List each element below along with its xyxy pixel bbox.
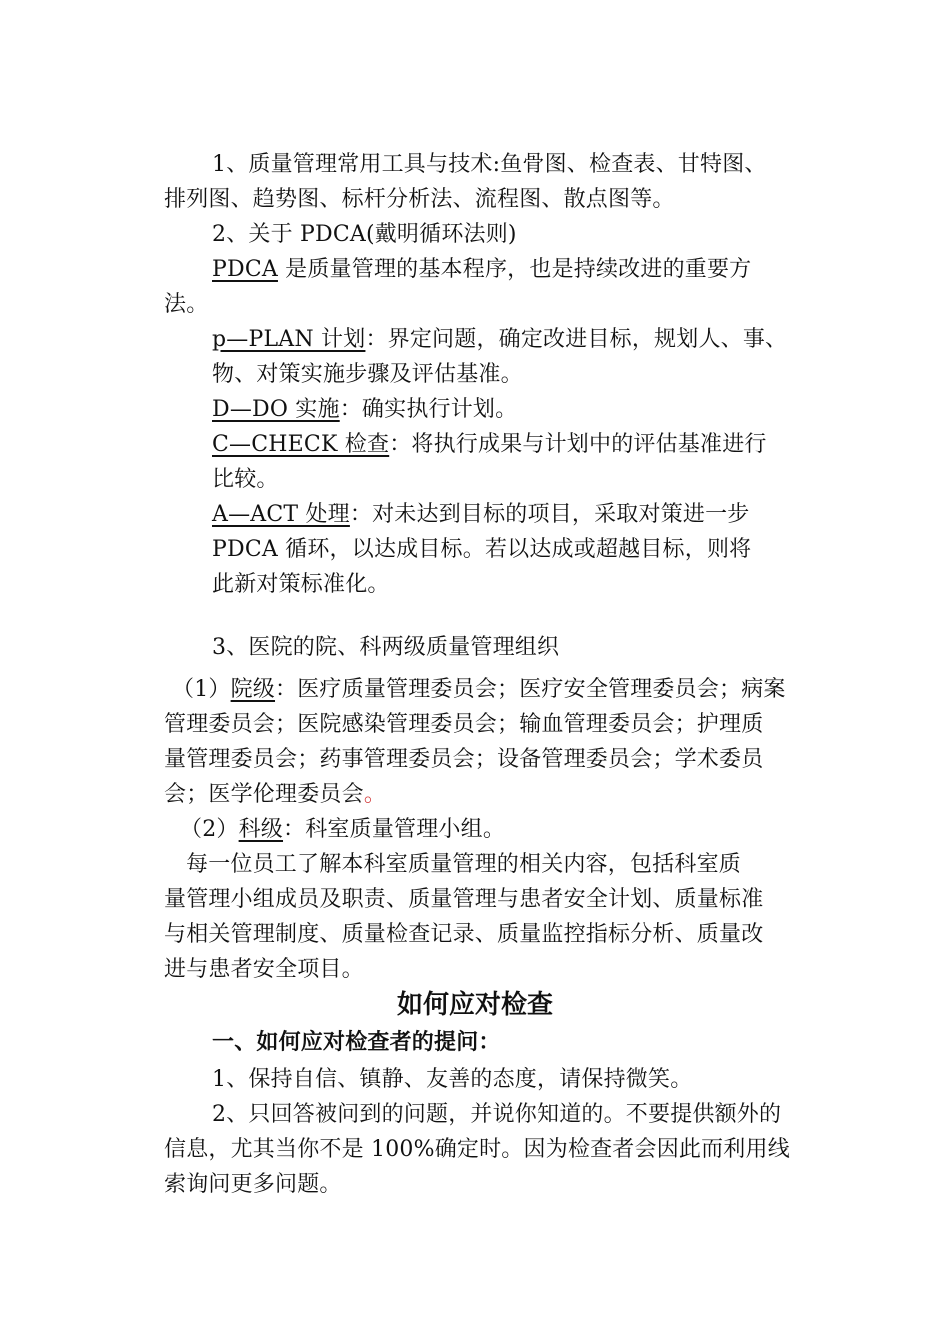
act-text: ：对未达到目标的项目，采取对策进一步: [349, 502, 750, 527]
dept-term: 科级: [238, 817, 284, 842]
pdca-intro-text: 是质量管理的基本程序，也是持续改进的重要方: [277, 257, 752, 282]
hospital-end-mark: 。: [363, 782, 387, 807]
do-term: D—DO 实施: [212, 397, 340, 422]
plan-line-2: 物、对策实施步骤及评估基准。: [212, 362, 523, 387]
dept-text: ：科室质量管理小组。: [283, 817, 506, 842]
pdca-intro-line-2: 法。: [164, 292, 209, 317]
hospital-line-3: 量管理委员会；药事管理委员会；设备管理委员会；学术委员: [164, 747, 764, 772]
act-line-2: PDCA 循环，以达成目标。若以达成或超越目标，则将: [212, 537, 752, 562]
do-text: ：确实执行计划。: [339, 397, 518, 422]
inspection-item-2-line-2: 信息，尤其当你不是 100%确定时。因为检查者会因此而利用线: [164, 1137, 790, 1162]
inspection-item-2-line-3: 索询问更多问题。: [164, 1172, 342, 1197]
act-term: A—ACT 处理: [212, 502, 350, 527]
inspection-item-1: 1、保持自信、镇静、友善的态度，请保持微笑。: [212, 1067, 693, 1092]
hospital-term: 院级: [230, 677, 276, 702]
hospital-line-2: 管理委员会；医院感染管理委员会；输血管理委员会；护理质: [164, 712, 764, 737]
hospital-line-4-text: 会；医学伦理委员会: [164, 782, 364, 807]
inspection-subheading: 一、如何应对检查者的提问：: [212, 1030, 501, 1055]
plan-item: [212, 322, 787, 357]
inspection-title: 如何应对检查: [396, 990, 553, 1020]
tools-line-2: 排列图、趋势图、标杆分析法、流程图、散点图等。: [164, 187, 675, 212]
staff-line-1: 每一位员工了解本科室质量管理的相关内容，包括科室质: [186, 852, 742, 877]
act-item: [212, 497, 750, 532]
org-heading: 3、医院的院、科两级质量管理组织: [212, 635, 560, 660]
check-text: ：将执行成果与计划中的评估基准进行: [389, 432, 767, 457]
staff-line-2: 量管理小组成员及职责、质量管理与患者安全计划、质量标准: [164, 887, 764, 912]
pdca-heading: 2、关于 PDCA(戴明循环法则): [212, 222, 517, 247]
tools-line-1: 1、质量管理常用工具与技术:鱼骨图、检查表、甘特图、: [212, 152, 767, 177]
pdca-term: PDCA: [212, 257, 278, 282]
dept-level: [180, 812, 505, 847]
hospital-text: ：医疗质量管理委员会；医疗安全管理委员会；病案: [275, 677, 786, 702]
dept-prefix: （2）: [180, 817, 239, 842]
hospital-level: [172, 672, 786, 707]
staff-line-3: 与相关管理制度、质量检查记录、质量监控指标分析、质量改: [164, 922, 764, 947]
hospital-line-4: [164, 777, 386, 812]
plan-term: p—PLAN 计划: [212, 327, 366, 352]
check-line-2: 比较。: [212, 467, 279, 492]
check-term: C—CHECK 检查: [212, 432, 390, 457]
check-item: [212, 427, 767, 462]
act-line-3: 此新对策标准化。: [212, 572, 390, 597]
do-item: [212, 392, 517, 427]
plan-text: ：界定问题，确定改进目标，规划人、事、: [365, 327, 788, 352]
staff-line-4: 进与患者安全项目。: [164, 957, 364, 982]
inspection-item-2-line-1: 2、只回答被问到的问题，并说你知道的。不要提供额外的: [212, 1102, 782, 1127]
hospital-prefix: （1）: [172, 677, 231, 702]
pdca-intro: [212, 252, 751, 287]
